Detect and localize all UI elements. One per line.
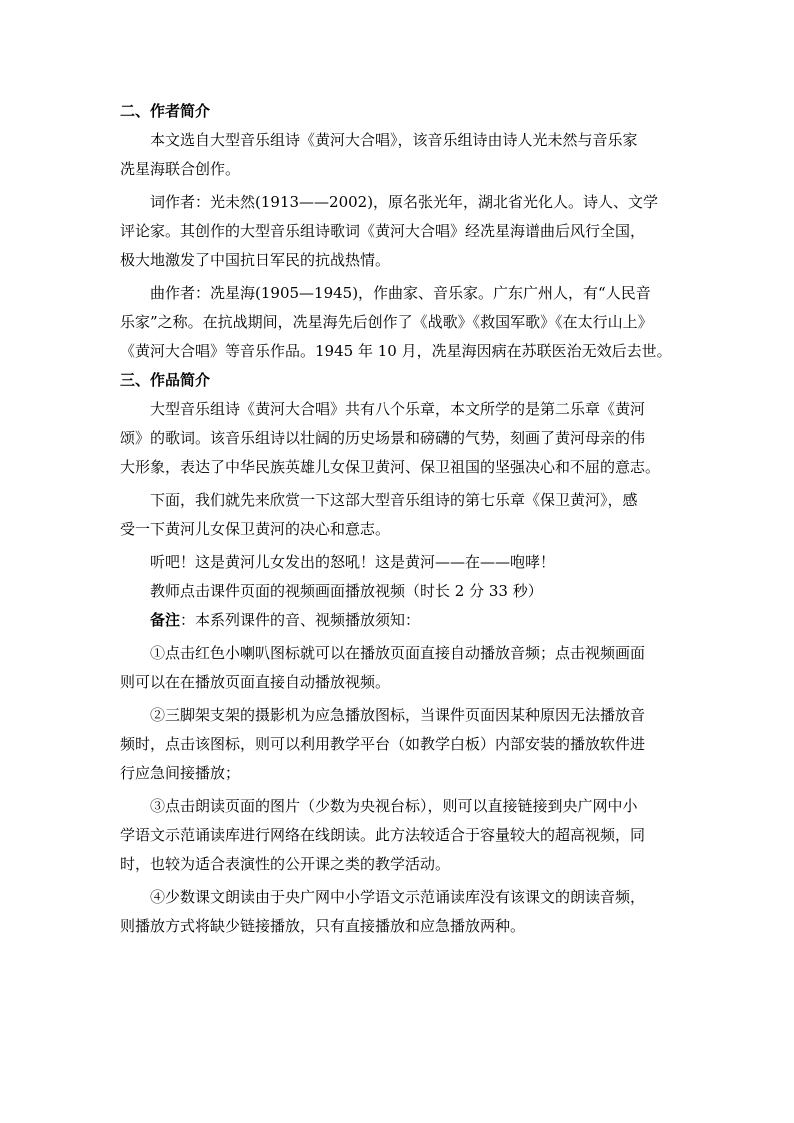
text-line: 大型音乐组诗《黄河大合唱》共有八个乐章，本文所学的是第二乐章《黄河 <box>150 400 646 418</box>
text-line: ③点击朗读页面的图片（少数为央视台标），则可以直接链接到央广网中小 <box>150 797 638 815</box>
text-line: 大形象，表达了中华民族英雄儿女保卫黄河、保卫祖国的坚强决心和不屈的意志。 <box>120 458 661 476</box>
lyricist-paragraph <box>120 188 678 275</box>
note-item-4 <box>120 883 678 941</box>
text-line: 冼星海联合创作。 <box>120 160 241 178</box>
note-item-1 <box>120 639 678 697</box>
intro-paragraph <box>120 126 678 184</box>
text-line: 颂》的歌词。该音乐组诗以壮阔的历史场景和磅礴的气势，刻画了黄河母亲的伟 <box>120 429 646 447</box>
text-line: 教师点击课件页面的视频画面播放视频（时长 2 分 33 秒） <box>150 582 543 600</box>
note-paragraph <box>120 606 678 635</box>
text-line: 行应急间接播放； <box>120 764 241 782</box>
document-page <box>120 97 678 941</box>
note-label: 备注 <box>150 611 181 629</box>
listen-paragraph <box>120 548 678 577</box>
text-line: 时，也较为适合表演性的公开课之类的教学活动。 <box>120 855 451 873</box>
work-paragraph <box>120 395 678 482</box>
text-line: 曲作者：冼星海(1905—1945)，作曲家、音乐家。广东广州人，有“人民音 <box>150 284 651 302</box>
note-item-3 <box>120 792 678 879</box>
text-line: 评论家。其创作的大型音乐组诗歌词《黄河大合唱》经冼星海谱曲后风行全国， <box>120 222 646 240</box>
text-line: 极大地激发了中国抗日军民的抗战热情。 <box>120 251 391 269</box>
note-item-2 <box>120 701 678 788</box>
text-line: 频时，点击该图标，则可以利用教学平台（如教学白板）内部安装的播放软件进 <box>120 735 646 753</box>
note-text: ：本系列课件的音、视频播放须知： <box>180 611 421 629</box>
text-line: ①点击红色小喇叭图标就可以在播放页面直接自动播放音频；点击视频画面 <box>150 644 646 662</box>
text-line: ②三脚架支架的摄影机为应急播放图标，当课件页面因某种原因无法播放音 <box>150 706 646 724</box>
appreciation-paragraph <box>120 486 678 544</box>
text-line: 本文选自大型音乐组诗《黄河大合唱》，该音乐组诗由诗人光未然与音乐家 <box>150 131 638 149</box>
text-line: 下面，我们就先来欣赏一下这部大型音乐组诗的第七乐章《保卫黄河》，感 <box>150 491 638 509</box>
text-line: 受一下黄河儿女保卫黄河的决心和意志。 <box>120 520 391 538</box>
author-intro-heading: 二、作者简介 <box>120 102 211 120</box>
text-line: 词作者：光未然(1913——2002)，原名张光年，湖北省光化人。诗人、文学 <box>150 193 659 211</box>
text-line: 则播放方式将缺少链接播放，只有直接播放和应急播放两种。 <box>120 917 526 935</box>
text-line: 学语文示范诵读库进行网络在线朗读。此方法较适合于容量较大的超高视频，同 <box>120 826 646 844</box>
text-line: 《黄河大合唱》等音乐作品。1945 年 10 月，冼星海因病在苏联医治无效后去世。 <box>120 342 672 360</box>
text-line: ④少数课文朗读由于央广网中小学语文示范诵读库没有该课文的朗读音频， <box>150 888 646 906</box>
text-line: 听吧！这是黄河儿女发出的怒吼！这是黄河——在——咆哮！ <box>150 553 556 571</box>
text-line <box>120 606 678 635</box>
text-line: 乐家”之称。在抗战期间，冼星海先后创作了《战歌》《救国军歌》《在太行山上》 <box>120 313 653 331</box>
teacher-video-paragraph <box>120 577 678 606</box>
work-intro-heading: 三、作品简介 <box>120 371 211 389</box>
composer-paragraph <box>120 279 678 366</box>
text-line: 则可以在在播放页面直接自动播放视频。 <box>120 673 391 691</box>
